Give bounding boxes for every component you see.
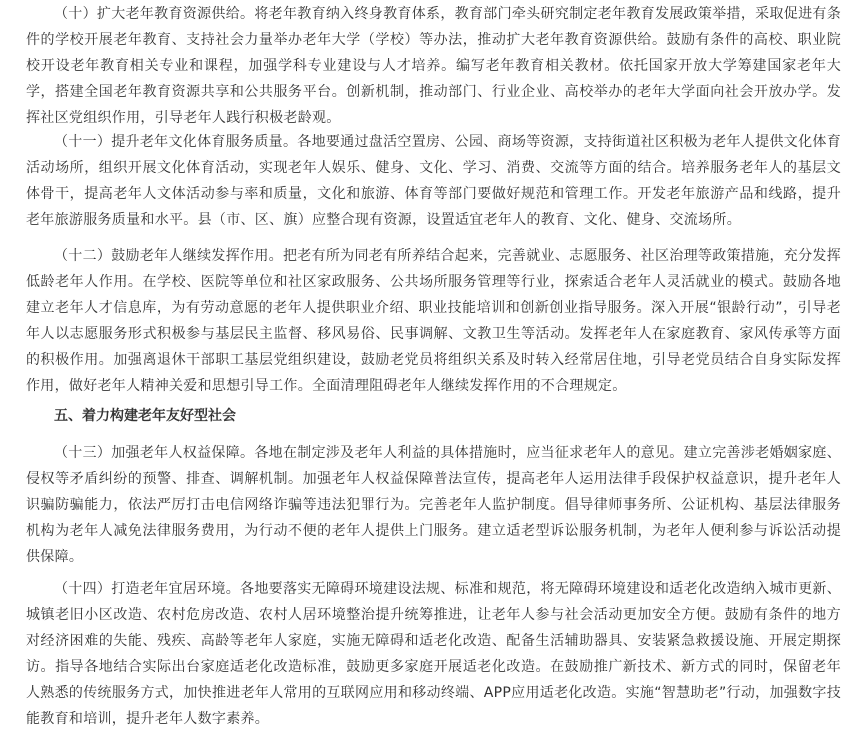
section-heading: 五、着力构建老年友好型社会 [54, 408, 236, 424]
paragraph-14: （十四）打造老年宜居环境。各地要落实无障碍环境建设法规、标准和规范，将无障碍环境建设和适老化改造纳入城市更新、城镇老旧小区改造、农村危房改造、农村人居环境整治提升统筹推进，让老年人参与社会活动更加安全方便。鼓励有条件的地方对经济困难的失能、残疾、高龄等老年人家庭，实施无障碍和适老化改造、配备生活辅助器具、安装紧急救援设施、开展定期探访。指导各地结合实际出台家庭适老化改造标准，鼓励更多家庭开展适老化改造。在鼓励推广新技术、新方式的同时，保留老年人熟悉的传统服务方式，加快推进老年人常用的互联网应用和移动终端、APP应用适老化改造。实施“智慧助老”行动，加强数字技能教育和培训，提升老年人数字素养。 [26, 581, 841, 727]
paragraph-10: （十）扩大老年教育资源供给。将老年教育纳入终身教育体系，教育部门牵头研究制定老年教育发展政策举措，采取促进有条件的学校开展老年教育、支持社会力量举办老年大学（学校）等办法，推动扩大老年教育资源供给。鼓励有条件的高校、职业院校开设老年教育相关专业和课程，加强学科专业建设与人才培养。编写老年教育相关教材。依托国家开放大学筹建国家老年大学，搭建全国老年教育资源共享和公共服务平台。创新机制，推动部门、行业企业、高校举办的老年大学面向社会开放办学。发挥社区党组织作用，引导老年人践行积极老龄观。 [26, 6, 841, 126]
paragraph-11: （十一）提升老年文化体育服务质量。各地要通过盘活空置房、公园、商场等资源，支持街道社区积极为老年人提供文化体育活动场所，组织开展文化体育活动，实现老年人娱乐、健身、文化、学习、消费、交流等方面的结合。培养服务老年人的基层文体骨干，提高老年人文体活动参与率和质量，文化和旅游、体育等部门要做好规范和管理工作。开发老年旅游产品和线路，提升老年旅游服务质量和水平。县（市、区、旗）应整合现有资源，设置适宜老年人的教育、文化、健身、交流场所。 [26, 134, 841, 228]
paragraph-12: （十二）鼓励老年人继续发挥作用。把老有所为同老有所养结合起来，完善就业、志愿服务、社区治理等政策措施，充分发挥低龄老年人作用。在学校、医院等单位和社区家政服务、公共场所服务管理等行业，探索适合老年人灵活就业的模式。鼓励各地建立老年人才信息库，为有劳动意愿的老年人提供职业介绍、职业技能培训和创新创业指导服务。深入开展“银龄行动”，引导老年人以志愿服务形式积极参与基层民主监督、移风易俗、民事调解、文教卫生等活动。发挥老年人在家庭教育、家风传承等方面的积极作用。加强离退休干部职工基层党组织建设，鼓励老党员将组织关系及时转入经常居住地，引导老党员结合自身实际发挥作用，做好老年人精神关爱和思想引导工作。全面清理阻碍老年人继续发挥作用的不合理规定。 [26, 248, 841, 394]
paragraph-13: （十三）加强老年人权益保障。各地在制定涉及老年人利益的具体措施时，应当征求老年人的意见。建立完善涉老婚姻家庭、侵权等矛盾纠纷的预警、排查、调解机制。加强老年人权益保障普法宣传，提高老年人运用法律手段保护权益意识，提升老年人识骗防骗能力，依法严厉打击电信网络诈骗等违法犯罪行为。完善老年人监护制度。倡导律师事务所、公证机构、基层法律服务机构为老年人减免法律服务费用，为行动不便的老年人提供上门服务。建立适老型诉讼服务机制，为老年人便利参与诉讼活动提供保障。 [26, 445, 841, 565]
